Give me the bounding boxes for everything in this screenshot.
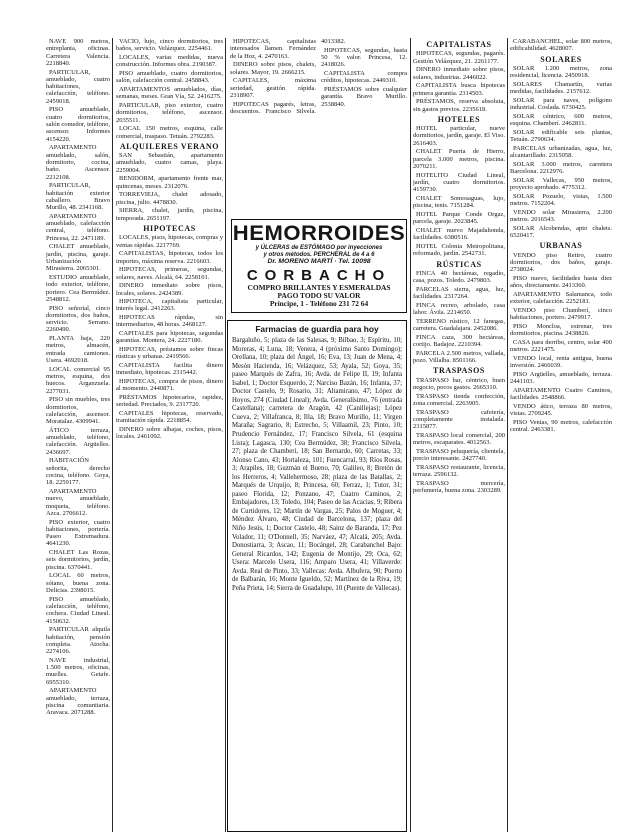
classified-ad: PRÉSTAMOS, reserva absoluta, sin gastos previos. 2235618.: [413, 98, 505, 113]
classified-column-4: [413, 38, 505, 832]
classified-ad: CAPITALES, máxima seriedad, gestión rápida. 2318907.: [230, 77, 316, 99]
classified-ad: CHALET Puerta de Hierro, parcela 3.000 metros, piscina. 2070211.: [413, 148, 505, 171]
classified-ad: CAPITALISTA busca hipotecas primera garantía. 2314503.: [413, 82, 505, 97]
classified-ad: SOLAR Pozuelo, vistas, 1.500 metros. 7152204.: [510, 192, 612, 208]
classified-ad: TRASPASO bar, céntrico, buen negocio, pocos gastos. 2665310.: [413, 376, 505, 391]
classified-ad: SOLAR edificable seis plantas, Tetuán. 2790634.: [510, 128, 612, 144]
ad-line-4: COMPRO BRILLANTES Y ESMERALDAS: [247, 283, 391, 293]
classified-ad: CAPITALISTA facilita dinero inmediato, hipotecas. 2315442.: [116, 362, 223, 377]
classified-ad: LOCAL 150 metros, esquina, calle comercial, traspaso. Tetuán. 2792283.: [116, 125, 223, 140]
classified-ad: ÁTICO terraza, amueblado, teléfono, calefacción. Argüelles. 2436697.: [46, 426, 110, 456]
classified-ad: TRASPASO cafetería, completamente instalada. 2315877.: [413, 408, 505, 431]
classified-ad: SOLAR céntrico, 600 metros, esquina. Chamberí. 2462811.: [510, 112, 612, 128]
ad-line-2: y otros métodos. PERCHERAL de 4 a 6: [263, 251, 375, 258]
section-heading-rusticas: RÚSTICAS: [436, 259, 482, 269]
classified-column-5: [510, 38, 612, 832]
classified-ad: VENDO ático, terraza 80 metros, vistas. 2709245.: [510, 402, 612, 418]
classified-ad: PISO Moncloa, estrenar, tres dormitorios, piscina. 2438826.: [510, 322, 612, 338]
classified-ad: SOLAR Vallecas, 950 metros, proyecto aprobado. 4775312.: [510, 176, 612, 192]
classified-ad: PARCELAS urbanizadas, agua, luz, alcantarillado. 2315058.: [510, 144, 612, 160]
classified-ad: PARCELA 2.500 metros, vallada, pozo. Villalba. 8501166.: [413, 349, 505, 365]
classified-ad: TERRENO rústico, 12 fanegas, carretera. Guadalajara. 2452086.: [413, 317, 505, 333]
classified-ad: LOCAL comercial 95 metros, esquina, dos huecos. Arganzuela. 2277031.: [46, 365, 110, 395]
column-rule: [112, 38, 113, 832]
classified-ad: TORREVIEJA, chalet adosado, piscina, julio. 4478830.: [116, 191, 223, 206]
classified-ad: PRÉSTAMOS hipotecarios, rapidez, seriedad. Preciados, 9. 2317720.: [116, 394, 223, 409]
classified-ad: VENDO piso Retiro, cuatro dormitorios, dos baños, garaje. 2738024.: [510, 251, 612, 274]
classified-ad: APARTAMENTO Cuatro Caminos, facilidades. 2548866.: [510, 386, 612, 402]
classified-ad: HIPOTECAS, primeras, segundas, solares, naves. Alcalá, 64. 2258101.: [116, 266, 223, 281]
classified-ad: PRÉSTAMOS sobre cualquier garantía. Bravo Murillo. 2538840.: [321, 85, 407, 108]
classified-ad: VACÍO, lujo, cinco dormitorios, tres baños, servicio. Velázquez. 2254461.: [116, 38, 223, 53]
classified-ad: TRASPASO mercería, perfumería, buena zona. 2303289.: [413, 479, 505, 495]
classified-ad: VENDO local, renta antigua, buena inversión. 2466039.: [510, 354, 612, 370]
classified-ad: CAPITALISTA compra créditos, hipotecas. 2449310.: [321, 69, 407, 85]
classified-ad: LOCALES, varias medidas, nueva construcción. Informes obra. 2190387.: [116, 53, 223, 69]
classified-ad: HIPOTECAS, compra de pisos, dinero al momento. 2440871.: [116, 378, 223, 393]
classified-ad: SOLAR Alcobendas, apto chalets. 6520417.: [510, 224, 612, 240]
ad-line-3: Dr. MORENO MARTÍ · Tel. 10098: [267, 258, 371, 266]
classified-ad: CARABANCHEL, solar 800 metros, edificabilidad. 4628007.: [510, 38, 612, 53]
classified-column-2: [116, 38, 223, 832]
pharmacies-title: Farmacias de guardia para hoy: [255, 324, 379, 334]
classified-ad: PISO Argüelles, amueblado, terraza. 2441103.: [510, 370, 612, 386]
classified-ad: HOTELITO Ciudad Lineal, jardín, cuatro dormitorios. 4159730.: [413, 171, 505, 194]
classified-ad: CAPITALISTAS, hipotecas, todos los importes, máxima reserva. 2216603.: [116, 250, 223, 265]
classified-ad: PISO amueblado, cuatro dormitorios, salón comedor, teléfono, ascensor. Informes 4154220.: [46, 106, 110, 143]
classified-ad: DINERO inmediato sobre pisos, locales, solares. 2424389.: [116, 282, 223, 297]
classified-ad: DINERO sobre pisos, chalets, solares. Mayor, 19. 2666215.: [230, 61, 316, 76]
classified-ad: HIPOTECAS, capitalistas interesados llamen. Fernández de la Hoz, 4. 2470163.: [230, 38, 316, 60]
classified-ad: SIERRA, chalet, jardín, piscina, temporada. 2651197.: [116, 207, 223, 222]
classified-ad: HOTEL Parque Conde Orgaz, parcela, garaje. 2023845.: [413, 210, 505, 226]
classified-ad: TRASPASO local comercial, 200 metros, escaparates. 4012563.: [413, 431, 505, 447]
section-heading-hoteles: HOTELES: [437, 114, 481, 124]
ad-line-5: PAGO TODO SU VALOR: [277, 291, 361, 301]
pharmacies-list: Bargaluño, 5; plaza de las Salesas, 9; Bilbao, 3; Espíritu, 10; Moreras, 4; Luna, 18; Venera, 4 (próximo Santo Domingo); Orellana, 10; plaza del Ángel, 16; Eva, 13; Juan de Mena, 4; Mesón Hacienda, 16; Velázquez, 53; Ayala, 52; Goya, 35; paseo Marqués de Zafra, 16; Avda. de Felipe II, 19; Infanta Isabel, 1; Doctor Esquerdo, 2; Narciso Bazán, 16; Infanta, 37; Doctor Castelo, 9; Rosario, 31; Altamirano, 47; López de Hoyos, 274 (Ciudad Lineal); Avda. Generalísimo, 76 (entrada Castellana); carretera de Aragón, 42 (Canillejas); López Cueva, 2; Villafranca, 8; Illa, 18; Bravo Murillo, 11; Virgen Maraña; Sagrario, 8; Estrecho, 5; Villaamil, 23; Pinto, 10; Prudencio Fernández, 17; Francisco Silvela, 61 (esquina Lista); Lagasca, 130; Cea Bermúdez, 38; Francisco Silvela, 27; plaza de Chamberí, 18; San Bernardo, 60; Carretas, 33; Alonso Cano, 43; Hortaleza, 101; Fuencarral, 93; Ríos Rosas, 3; Arapiles, 18; Guzmán el Bueno, 70; Galileo, 8; Bretón de los Herreros, 4; Vallehermoso, 28; plaza de las Batallas, 2; Marqués de Urquijo, 8; Princesa, 60; Ferraz, 1; Tutor, 31; paseo Florida, 12; Ponzano, 47; Cuatro Caminos, 2; Embajadores, 13; Toledo, 104; Paseo de las Acacias, 9; Ribera de Curtidores, 12; Martín de Vargas, 25; Palos de Moguer, 4; Méndez Álvaro, 48; Ciudad de Barcelona, 137; plaza del Niño Jesús, 1; Doctor Castelo, 48; Sainz de Baranda, 17; Pez Volador, 11; O'Donnell, 35; Narváez, 47; Alcalá, 205; Avda. Donostiarra, 3; Ascao, 11; Bocángel, 28; Carabanchel Bajo: General Ricardos, 142; Eugenia de Montijo, 29; Oca, 62; Usera: Marcelo Usera, 116; Amparo Usera, 41; Villaverde: Avda. Real de Pinto, 33; Vallecas: Avda. Albufera, 90; Puerto de Balbarán, 16; Monte Igueldo, 52; Martínez de la Riva, 19; Peña Prieta, 14; Sierra de Guadalupe, 10 (Puente de Vallecas).: [232, 337, 402, 592]
classified-ad: LOCALES, pisos, hipotecas, compras y ventas rápidas. 2217769.: [116, 234, 223, 249]
classified-ad: LOCAL 60 metros, sótano, buena zona. Delicias. 2398015.: [46, 572, 110, 595]
classified-ad: PARTICULAR, piso exterior, cuatro dormitorios, teléfono, ascensor. 2035511.: [116, 101, 223, 124]
classified-ad: TRASPASO tienda confección, zona comercial. 2263905.: [413, 392, 505, 407]
section-heading-alquileres-verano: ALQUILERES VERANO: [119, 141, 220, 151]
classified-ad: PARCELAS sierra, agua, luz, facilidades. 2317264.: [413, 285, 505, 301]
classified-ad: NAVE industrial, 1.500 metros, oficinas, muelles. Getafe. 6955310.: [46, 656, 110, 686]
classified-ad: DINERO sobre alhajas, coches, pisos, locales. 2461092.: [116, 426, 223, 441]
classified-ad: PISO amueblado, calefacción, teléfono, cochera. Ciudad Lineal. 4150632.: [46, 595, 110, 625]
ad-brand: CORBACHO: [246, 267, 392, 285]
pharmacies-on-duty-box: [227, 320, 407, 832]
classified-ad: VENDO solar Mirasierra, 2.200 metros. 2016543.: [510, 208, 612, 224]
ad-title: HEMORROIDES: [232, 222, 406, 245]
classified-ad: HOTEL particular, nueve dormitorios, jardín, garaje. El Viso. 2616403.: [413, 125, 505, 147]
classified-ad: SAN Sebastián, apartamento amueblado, cuatro camas, playa. 2259004.: [116, 152, 223, 174]
classified-ad: PARTICULAR, amueblado, cuatro habitaciones, calefacción, teléfono. 2459018.: [46, 68, 110, 105]
hemorroides-corbacho-advertisement: [231, 219, 407, 313]
classified-ad: CASA para derribo, centro, solar 400 metros. 2221475.: [510, 338, 612, 354]
classified-ad: TRASPASO peluquería, clientela, precio interesante. 2427740.: [413, 447, 505, 463]
classified-ad: PISO exterior, cuatro habitaciones, portería. Paseo Extremadura. 4641230.: [46, 518, 110, 548]
classified-ad: BENIDORM, apartamento frente mar, quincenas, meses. 2312076.: [116, 175, 223, 190]
classified-ad: SOLAR para naves, polígono industrial. Coslada. 6730425.: [510, 96, 612, 112]
classified-ad: PISO Ventas, 90 metros, calefacción central. 2463381.: [510, 418, 612, 434]
section-heading-urbanas: URBANAS: [539, 241, 583, 251]
classified-ad: HIPOTECAS, préstamos sobre fincas rústicas y urbanas. 2419566.: [116, 346, 223, 361]
classified-ad: HIPOTECA, capitalista particular, interés legal. 2412263.: [116, 298, 223, 313]
classified-ad: CHALET Somosaguas, lujo, piscina, tenis. 7151284.: [413, 194, 505, 210]
section-heading-capitalistas: CAPITALISTAS: [426, 40, 492, 49]
classified-ad: PISO señorial, cinco dormitorios, dos baños, servicio. Serrano. 2260490.: [46, 304, 110, 334]
classified-ad: SOLAR 1.200 metros, zona residencial, licencia. 2450918.: [510, 64, 612, 80]
classified-ad: APARTAMENTO nuevo, amueblado, moqueta, teléfono. Azca. 2706612.: [46, 487, 110, 517]
classified-ad: FINCA recreo, arbolado, casa labor. Ávila. 2214650.: [413, 301, 505, 317]
classified-ad: HIPOTECAS rápidas, sin intermediarios, 48 horas. 2468127.: [116, 314, 223, 329]
classified-ad: ESTUDIO amueblado, todo exterior, teléfono, portero. Cea Bermúdez. 2548812.: [46, 273, 110, 303]
classified-ad: HIPOTECAS pagarés, letras, descuentos. Francisco Silvela. 4013382.: [230, 38, 346, 115]
classified-ad: HIPOTECAS, segundas, hasta 50 % valor. Princesa, 12. 2418026.: [321, 46, 407, 69]
classified-ad: DINERO inmediato sobre pisos, solares, industrias. 2446022.: [413, 66, 505, 81]
column-rule: [225, 38, 226, 832]
classified-ad: FINCA 40 hectáreas, regadío, casa, pozos. Toledo. 2479803.: [413, 269, 505, 285]
classified-column-1: [46, 38, 110, 832]
classified-ad: PISO amueblado, cuatro dormitorios, salón, calefacción central. 2458843.: [116, 69, 223, 85]
ad-line-1: y ÚLCERAS de ESTÓMAGO por inyecciones: [255, 245, 383, 251]
classified-ad: PISO sin muebles, tres dormitorios, calefacción, ascensor. Moratalaz. 4309941.: [46, 396, 110, 426]
section-heading-traspasos: TRASPASOS: [433, 366, 485, 376]
classified-ad: SOLAR 3.000 metros, carretera Barcelona. 2212976.: [510, 160, 612, 176]
section-heading-solares: SOLARES: [540, 54, 582, 64]
classified-ad: PISO nuevo, facilidades hasta diez años, directamente. 2413360.: [510, 274, 612, 290]
classified-ad: CHALET amueblado, jardín, piscina, garaje. Urbanización Mirasierra. 2065301.: [46, 243, 110, 273]
classified-ad: CAPITALES para hipotecas, segundas garantías. Montera, 24. 2227180.: [116, 330, 223, 345]
classified-ad: FINCA caza, 300 hectáreas, cortijo. Badajoz. 2210394.: [413, 333, 505, 349]
classified-ad: PLANTA baja, 220 metros, almacén, entrada camiones. Usera. 4692018.: [46, 335, 110, 364]
column-rule: [410, 38, 411, 832]
classified-ad: TRASPASO restaurante, licencia, terraza. 2596132.: [413, 463, 505, 479]
ad-line-6: Príncipe, 1 - Teléfono 231 72 64: [269, 299, 369, 309]
classified-ad: CHALET Las Rozas, seis dormitorios, jardín, piscina. 6370441.: [46, 549, 110, 571]
classified-ad: HOTEL Colonia Metropolitana, reformado, jardín. 2542731.: [413, 242, 505, 258]
classified-ad: APARTAMENTO amueblado, calefacción central, teléfono. Princesa, 22. 2471189.: [46, 212, 110, 242]
classified-ad: HABITACIÓN señorita, derecho cocina, teléfono. Goya, 18. 2259177.: [46, 457, 110, 487]
classified-ad: APARTAMENTOS amueblados, días, semanas, meses. Gran Vía, 52. 2416275.: [116, 85, 223, 101]
classified-ad: APARTAMENTO Salamanca, todo exterior, calefacción. 2252181.: [510, 290, 612, 306]
classified-ad: SOLARES Chamartín, varias medidas, facilidades. 2157612.: [510, 80, 612, 96]
classified-ad: PARTICULAR, habitación exterior caballero. Bravo Murillo, 48. 2341168.: [46, 182, 110, 212]
section-heading-hipotecas: HIPOTECAS: [143, 223, 196, 233]
classified-ad: HIPOTECAS, segundas, pagarés. Gestión Velázquez, 21. 2261177.: [413, 50, 505, 65]
classified-ad: CAPITALES hipotecas, reservado, tramitación rápida. 2218854.: [116, 410, 223, 425]
classified-ad: NAVE 900 metros, entreplanta, oficinas. Carretera Valencia. 2218840.: [46, 38, 110, 67]
column-rule: [507, 38, 508, 832]
classified-ad: PARTICULAR alquila habitación, pensión completa. Atocha. 2274106.: [46, 626, 110, 656]
classified-ad: CHALET nuevo Majadahonda, facilidades. 6380516.: [413, 226, 505, 242]
classified-ad: APARTAMENTO amueblado, terraza, piscina comunitaria. Aravaca. 2071288.: [46, 687, 110, 717]
classified-column-3: [230, 38, 407, 216]
classified-ad: VENDO piso Chamberí, cinco habitaciones, portero. 2479917.: [510, 306, 612, 322]
classified-ad: APARTAMENTO amueblado, salón, dormitorio, cocina, baño. Ascensor. 2212108.: [46, 144, 110, 181]
